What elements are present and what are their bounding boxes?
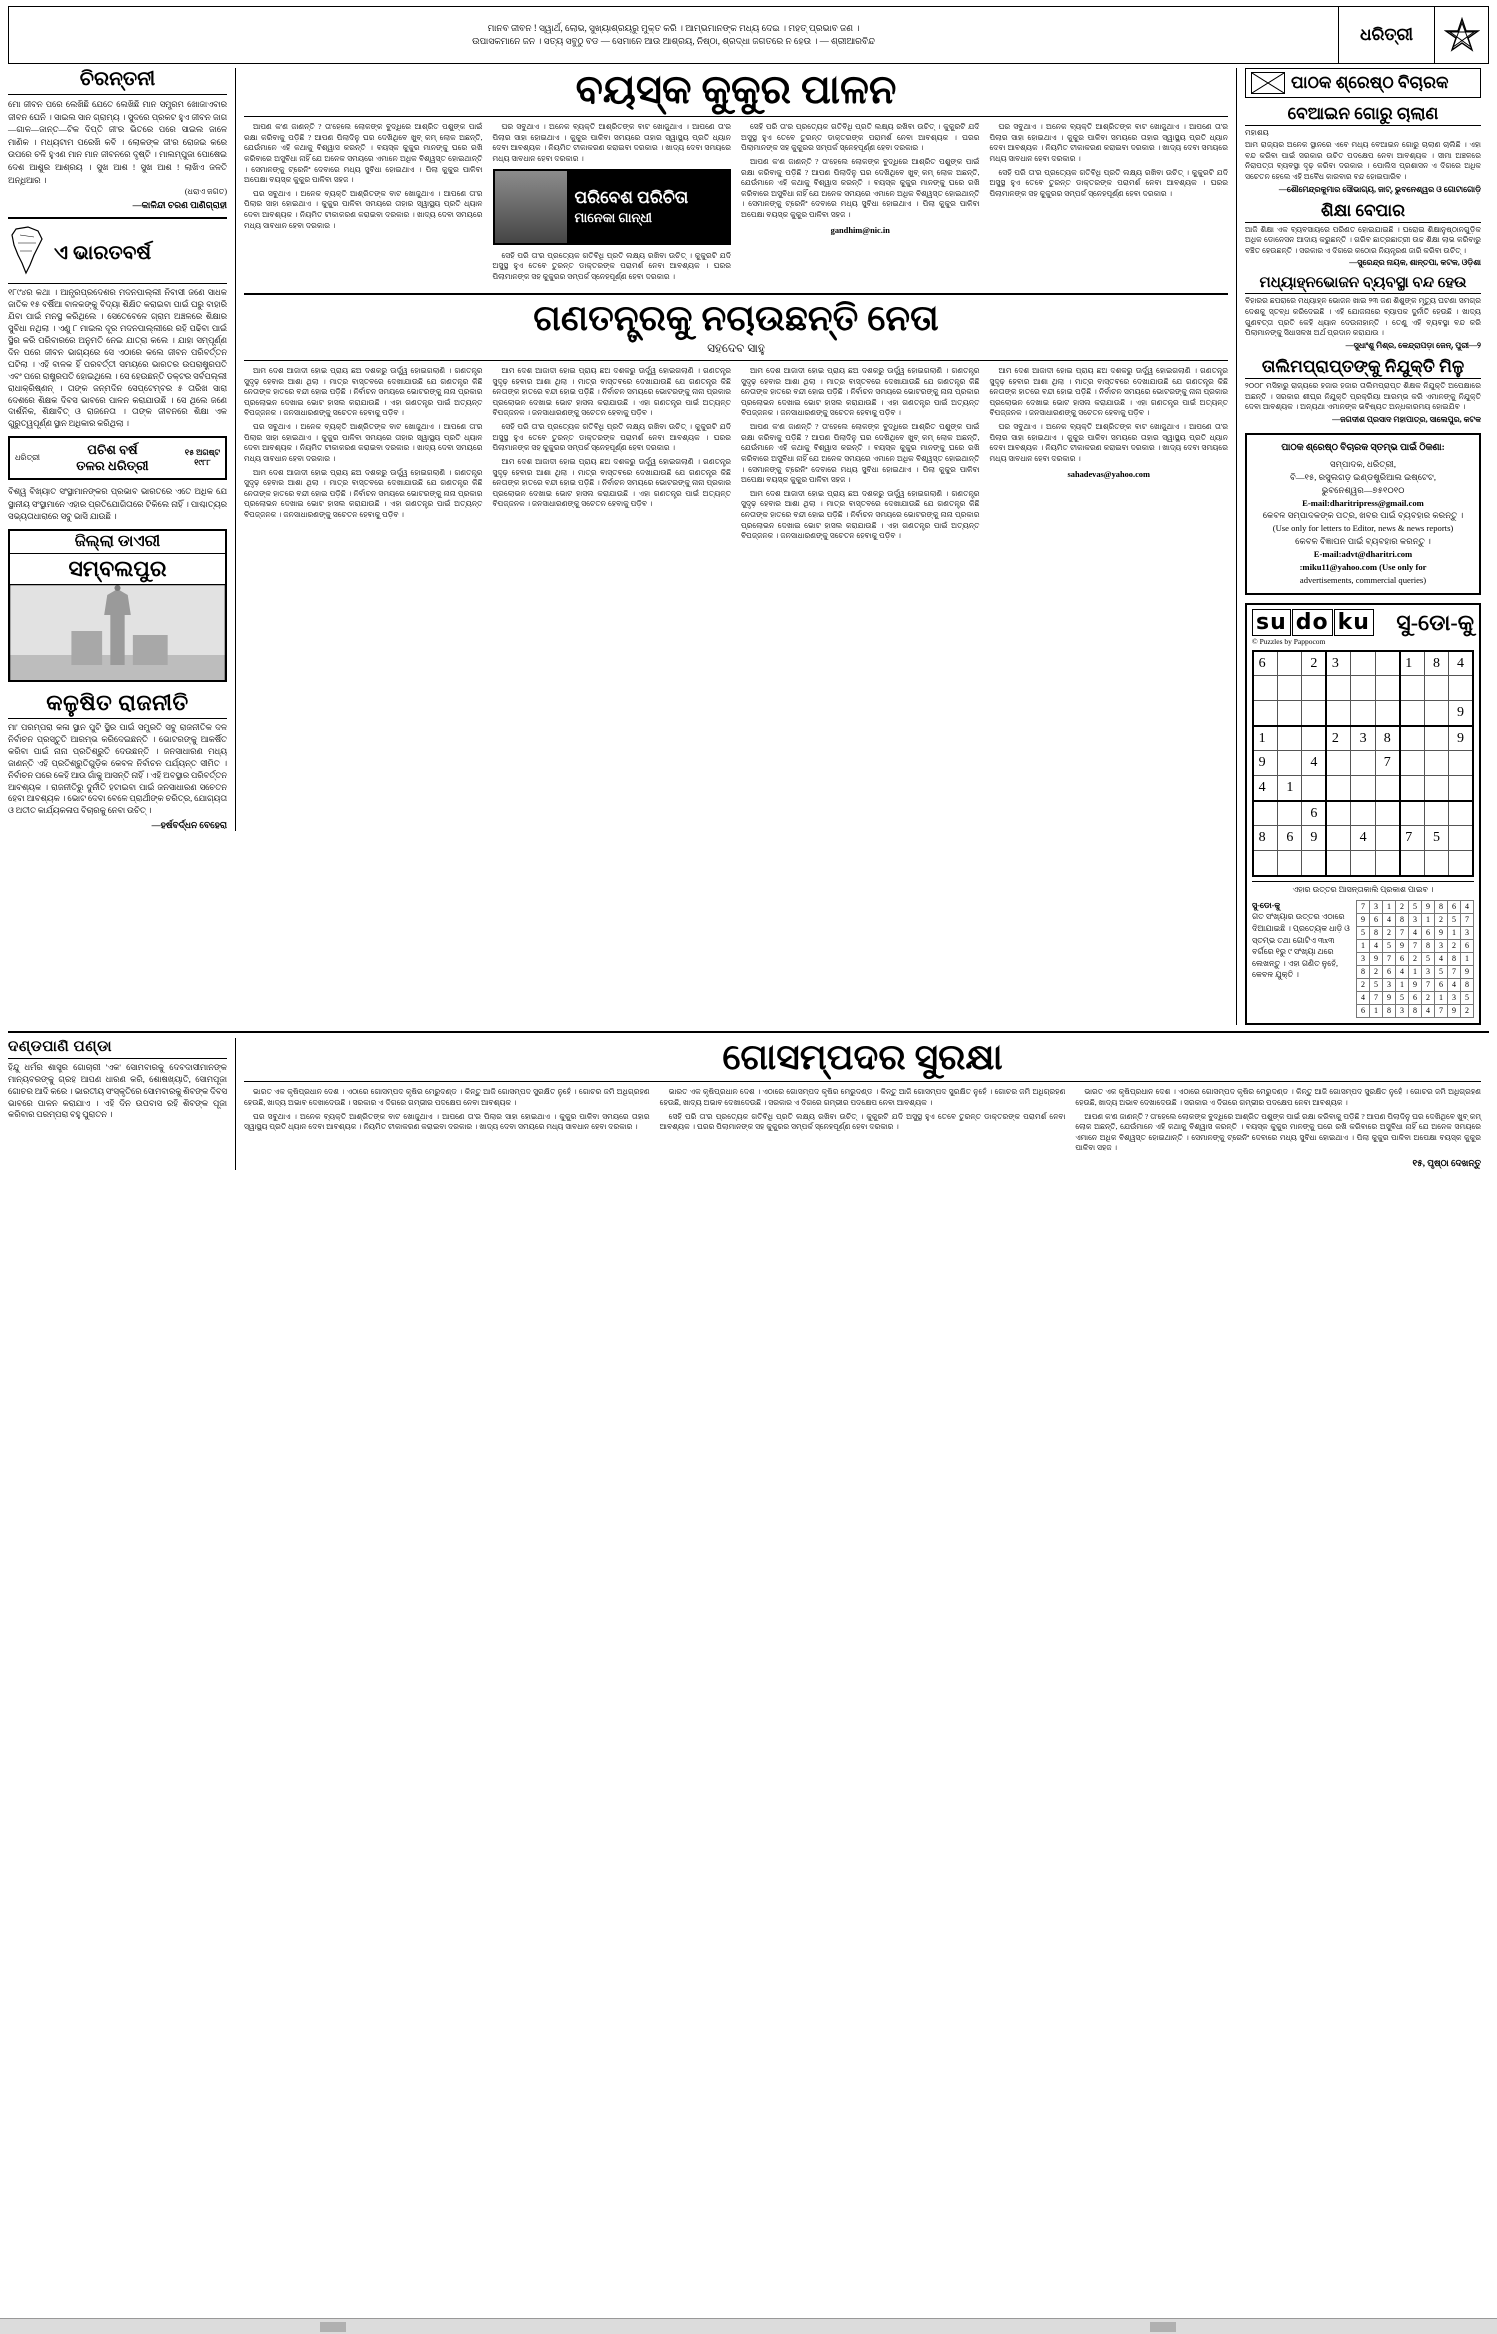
sudoku-answer-cell: 9 (1461, 965, 1474, 978)
jilla-diary-district: ସମ୍ବଲପୁର (68, 555, 167, 581)
sudoku-answer-cell: 8 (1357, 965, 1370, 978)
sudoku-answer-cell: 7 (1383, 952, 1396, 965)
sudoku-cell[interactable] (1326, 801, 1351, 826)
sudoku-cell[interactable] (1253, 676, 1278, 701)
a2-col-4b: ଘର ସବୁଥାଏ । ଅନେକ ବ୍ୟକ୍ତି ଆଶ୍ରିତଙ୍କ ବାଟ ଖୋଜୁଥାଏ । ଆପଣେ ତା'ର ପିଲାର ସାହା ହୋଇଥାଏ । କୁକୁର ପାଳିବା ସମୟରେ ତାହାର ସ୍ୱାସ୍ଥ୍ୟ ପ୍ରତି ଧ୍ୟାନ ଦେବା ଆବଶ୍ୟକ । ନିୟମିତ ଟୀକାକରଣ କରାଇବା ଦରକାର । ଖାଦ୍ୟ ଦେବା ସମୟରେ ମଧ୍ୟ ସାବଧାନ ହେବା ଦରକାର । (989, 422, 1228, 463)
bharat-body: ୧୮୯୪ର କଥା । ଆନ୍ଧ୍ରପ୍ରଦେଶର ମଦନପାଲ୍ଲୀ ନିବାସୀ ଜଣେ ସାଧକ ଜାତିକ ୧୫ ବର୍ଷିଆ ବାଳକଙ୍କୁ ବିଦ୍ୟା ଶିକ୍ଷିତ କରାଇବା ପାଇଁ ଘରୁ ବାହାରି ଯିବା ପାଇଁ ମନସ୍ଥ କରିଥିଲେ । ସେତେବେଳେ ଗ୍ରାମ ଅଞ୍ଚଳରେ ଶିକ୍ଷାର ସୁବିଧା ନଥିଲା । ଏଣୁ ୮ ମାଇଲ ଦୂର ମଦନପାଲ୍ଲୀରେ ରହି ପଢିବା ପାଇଁ ସ୍ଥିର କରି ପରିବାରରେ ଅନୁମତି ନେଇ ଯାତ୍ରା କଲେ । ଯାହା ସମ୍ପୂର୍ଣ୍ଣ ଦିନ ପରେ ଜୀବନ ଭାଗ୍ୟରେ ସେ ଏଠାରେ କଲେ ଜୀବନ ପରିବର୍ତ୍ତନ ଘଟିଲା । ଏହି ବାଳକ ହିଁ ପରବର୍ତ୍ତୀ ସମୟରେ ଭାରତର ଉପରାଷ୍ଟ୍ରପତି ଏବଂ ପରେ ରାଷ୍ଟ୍ରପତି ହୋଇଥିଲେ । ସେ ହେଉଛନ୍ତି ଡକ୍ଟର ସର୍ବପଲ୍ଲୀ ରାଧାକ୍ରିଷ୍ଣନ୍ । ତାଙ୍କ ଜନ୍ମଦିନ ସେପ୍ଟେମ୍ବର ୫ ତାରିଖ ସାରା ଦେଶରେ ଶିକ୍ଷକ ଦିବସ ଭାବରେ ପାଳନ କରାଯାଉଛି । ସେ ଥିଲେ ଜଣେ ଦାର୍ଶନିକ, ଶିକ୍ଷାବିତ୍ ଓ ରାଜନେତା । ତାଙ୍କ ଜୀବନରେ ଶିକ୍ଷା ଏକ ଗୁରୁତ୍ୱପୂର୍ଣ୍ଣ ସ୍ଥାନ ଅଧିକାର କରିଥିଲା । (8, 288, 227, 429)
sudoku-cell[interactable] (1278, 851, 1302, 876)
lead-col-3b: ଆପଣ କ'ଣ ଜାଣନ୍ତି ? ତା'ହେଲେ ଲୋକଙ୍କ ବୁଦ୍ଧିରେ ଆଶ୍ରିତ ପଶୁଙ୍କ ପାଇଁ ରକ୍ଷା କରିବାକୁ ପଡ଼ିଛି ? ଆପଣ ପିଲାଦିନୁ ଘର ଦେଖିଥିବେ ଖୁବ୍ କମ୍ ଲୋକ ଅଛନ୍ତି, ଯେଉଁମାନେ ଏହି କଥାକୁ ବିଶ୍ୱାସ କରନ୍ତି । ବୟସ୍କ କୁକୁର ମାନଙ୍କୁ ଘରେ ରଖି କରିବାରେ ଅସୁବିଧା ନାହିଁ ଯେ ଅନେକ ସମୟରେ ଏମାନେ ଅଧିକ ବିଶ୍ୱସ୍ତ ହୋଇଥାନ୍ତି । ସେମାନଙ୍କୁ ଟ୍ରେନିଂ ଦେବାରେ ମଧ୍ୟ ସୁବିଧା ହୋଇଥାଏ । ପିଲା କୁକୁର ପାଳିବା ଅପେକ୍ଷା ବୟସ୍କ କୁକୁର ପାଳିବା ସହଜ । (741, 156, 980, 219)
letter-title: ବେଆଇନ ଗୋରୁ ଚାଲାଣ (1287, 104, 1439, 123)
article2-byline: ସହଦେବ ସାହୁ (707, 340, 765, 355)
letter-item (1245, 104, 1481, 195)
letter-item (1245, 201, 1481, 269)
contact-email-2[interactable]: E-mail:advt@dharitri.com (1313, 549, 1413, 560)
contact-note-2: କେବଳ ବିଜ୍ଞାପନ ପାଇଁ ବ୍ୟବହାର କରନ୍ତୁ । (1295, 536, 1431, 547)
archive-ad (8, 436, 227, 480)
a3-col-1: ଭାରତ ଏକ କୃଷିପ୍ରଧାନ ଦେଶ । ଏଠାରେ ଗୋସମ୍ପଦ କୃଷିର ମେରୁଦଣ୍ଡ । କିନ୍ତୁ ଆଜି ଗୋସମ୍ପଦ ସୁରକ୍ଷିତ ନୁହେଁ । ଗୋଚର ଜମି ଅଧିଗ୍ରହଣ ହେଉଛି, ଖାଦ୍ୟ ଅଭାବ ଦେଖାଦେଉଛି । ସରକାର ଏ ଦିଗରେ ଗମ୍ଭୀର ପଦକ୍ଷେପ ନେବା ଆବଶ୍ୟକ । (244, 1087, 650, 1107)
sudoku-cell[interactable] (1400, 676, 1425, 701)
sudoku-answer-grid (1356, 900, 1474, 1018)
contact-addr-3: ଭୁବନେଶ୍ୱର—୭୫୧୦୧୦ (1321, 484, 1405, 495)
india-map-icon (8, 225, 48, 281)
sudoku-cell[interactable]: 2 (1302, 651, 1326, 676)
contact-box (1245, 433, 1481, 595)
sudoku-cell[interactable] (1278, 801, 1302, 826)
sudoku-answer-cell: 4 (1409, 926, 1422, 939)
left-column (8, 68, 236, 831)
masthead-strip (8, 6, 1489, 64)
sudoku-answer-cell: 2 (1435, 913, 1448, 926)
sudoku-cell[interactable] (1449, 801, 1473, 826)
sudoku-answer-cell: 6 (1461, 939, 1474, 952)
letter-sign: —ସୁରେନ୍ଦ୍ର ନାୟକ, ଶାନ୍ତପା, କଟକ, ଓଡ଼ିଶା (1349, 258, 1481, 268)
sudoku-answer-cell: 3 (1357, 952, 1370, 965)
scrollbar[interactable] (0, 2318, 1497, 2334)
sudoku-cell[interactable] (1424, 701, 1448, 726)
sudoku-answer-cell: 1 (1461, 952, 1474, 965)
paper-brand: ଧରିତ୍ରୀ (1338, 7, 1434, 63)
sudoku-answer-cell: 4 (1396, 965, 1409, 978)
sudoku-answer-cell: 3 (1448, 991, 1461, 1004)
sudoku-cell[interactable] (1278, 676, 1302, 701)
sudoku-cell[interactable] (1278, 726, 1302, 751)
archive-ad-line1: ପଚିଶ ବର୍ଷ (87, 442, 138, 458)
archive-ad-date2: ୧୯୮୮ (194, 458, 211, 468)
sudoku-cell[interactable] (1400, 701, 1425, 726)
sudoku-answer-cell: 4 (1461, 900, 1474, 913)
jilla-diary-head: ଜିଲ୍ଲା ଡାଏରୀ (10, 531, 225, 554)
sudoku-cell[interactable] (1424, 851, 1448, 876)
poem-body: ମୋ ଜୀବନ ପରେ ଲେଖିଛି ଯେତେ ଲେଖିଛି ମାନ ସମ୍ପ୍ରମ ଖୋଜାଏବାର ଜୀବନ ଘେନି । ସାଇଲ ସାନ ଗ୍ରାମ୍ୟ । ସୁଦରେ ପ୍ରକଟ ହୁଏ ଜୀବନ ଜାଗ—ଗାଳ—ଜାନ୍ତ—ଟିକ ଦିପ୍ତି ଜୀ'ର ଭିତରେ ପରେ ସାଇଲ ଜାଳେ ମାଣିକ । ମଧ୍ୟଟାମ ପରେଖି କବି । ଲୋକଙ୍କ ଜୀ'ର ରୋଜଇ କରେ ଉପରେ ଚଳି ହୁଏଣ ମାନ ମାନ ଜୀବନରେ ଦୃଷ୍ଟି । ମାଲମ୍ପୁଜା ପୋଷେଇ ଦେଶ ଆଶୁର ଆଶ୍ରୟ । ସୁଖ ଆଶ ! ସୁଖ ଆଶ ! ଲାଖିଏ ଜଳତି ଅନ୍ଧିଆର । (8, 100, 227, 185)
middle-column (236, 68, 1236, 545)
sudoku-cell[interactable]: 6 (1278, 826, 1302, 851)
sudoku-cell[interactable] (1375, 776, 1399, 801)
sudoku-answer-cell: 7 (1422, 978, 1435, 991)
maneka-name: ମାନେକା ଗାନ୍ଧୀ (574, 210, 653, 226)
sudoku-answer-cell: 4 (1435, 952, 1448, 965)
slogan-line-1: ମାନବ ଜୀବନ ! ସ୍ୱାର୍ଥ, ଲୋଭ, ସୁଖ୍ୟାଶ୍ରୟରୁ ମୁକ୍ତ କରି । ଆମ୍ଭମାନଙ୍କ ମଧ୍ୟ ଦେଇ । ମହତ୍ ପ୍ରଭାବ ଜଣ । (487, 22, 860, 33)
maneka-column-box (493, 169, 732, 245)
contact-addr-1: ସମ୍ପାଦକ, ଧରିତ୍ରୀ, (1330, 458, 1396, 469)
sudoku-cell[interactable] (1375, 851, 1399, 876)
sudoku-answer-cell: 9 (1435, 926, 1448, 939)
a2-col-2: ଆମ ଦେଶ ଆଜାଦୀ ହୋଇ ପ୍ରାୟ ଛଅ ଦଶକରୁ ଊର୍ଦ୍ଧ୍ୱ ହୋଇଗଲାଣି । ଗଣତନ୍ତ୍ର ସୁଦୃଢ଼ ହେବାର ଆଶା ଥିଲା । ମାତ୍ର ବାସ୍ତବରେ ଦେଖାଯାଉଛି ଯେ ଗଣତନ୍ତ୍ର କିଛି ନେତାଙ୍କ ହାତରେ ବନ୍ଦୀ ହୋଇ ପଡ଼ିଛି । ନିର୍ବାଚନ ସମୟରେ ଭୋଟରଙ୍କୁ ନାନା ପ୍ରକାର ପ୍ରଲୋଭନ ଦେଖାଇ ଭୋଟ ହାସଲ କରାଯାଉଛି । ଏହା ଗଣତନ୍ତ୍ର ପାଇଁ ଅତ୍ୟନ୍ତ ବିପଜ୍ଜନକ । ଜନସାଧାରଣଙ୍କୁ ସଚେତନ ହେବାକୁ ପଡ଼ିବ । (492, 365, 731, 418)
sudoku-cell[interactable]: 8 (1253, 826, 1278, 851)
sudoku-answer-cell: 9 (1396, 939, 1409, 952)
sudoku-cell[interactable] (1375, 826, 1399, 851)
sudoku-cell[interactable] (1449, 776, 1473, 801)
sudoku-cell[interactable] (1424, 726, 1448, 751)
sudoku-cell[interactable] (1449, 676, 1473, 701)
maneka-email: gandhim@nic.in (830, 225, 890, 235)
letter-sign: —ସୁଧାଂଶୁ ମିଶ୍ର, କେନ୍ଦ୍ରାପଡ଼ା ଜେନ୍, ପୁରୀ—୨ (1345, 340, 1481, 350)
a3-col-3b: ଆପଣ କ'ଣ ଜାଣନ୍ତି ? ତା'ହେଲେ ଲୋକଙ୍କ ବୁଦ୍ଧିରେ ଆଶ୍ରିତ ପଶୁଙ୍କ ପାଇଁ ରକ୍ଷା କରିବାକୁ ପଡ଼ିଛି ? ଆପଣ ପିଲାଦିନୁ ଘର ଦେଖିଥିବେ ଖୁବ୍ କମ୍ ଲୋକ ଅଛନ୍ତି, ଯେଉଁମାନେ ଏହି କଥାକୁ ବିଶ୍ୱାସ କରନ୍ତି । ବୟସ୍କ କୁକୁର ମାନଙ୍କୁ ଘରେ ରଖି କରିବାରେ ଅସୁବିଧା ନାହିଁ ଯେ ଅନେକ ସମୟରେ ଏମାନେ ଅଧିକ ବିଶ୍ୱସ୍ତ ହୋଇଥାନ୍ତି । ସେମାନଙ୍କୁ ଟ୍ରେନିଂ ଦେବାରେ ମଧ୍ୟ ସୁବିଧା ହୋଇଥାଏ । ପିଲା କୁକୁର ପାଳିବା ଅପେକ୍ଷା ବୟସ୍କ କୁକୁର ପାଳିବା ସହଜ । (1075, 1111, 1482, 1153)
sudoku-answer-cell: 1 (1383, 900, 1396, 913)
a3-col-3: ଭାରତ ଏକ କୃଷିପ୍ରଧାନ ଦେଶ । ଏଠାରେ ଗୋସମ୍ପଦ କୃଷିର ମେରୁଦଣ୍ଡ । କିନ୍ତୁ ଆଜି ଗୋସମ୍ପଦ ସୁରକ୍ଷିତ ନୁହେଁ । ଗୋଚର ଜମି ଅଧିଗ୍ରହଣ ହେଉଛି, ଖାଦ୍ୟ ଅଭାବ ଦେଖାଦେଉଛି । ସରକାର ଏ ଦିଗରେ ଗମ୍ଭୀର ପଦକ୍ଷେପ ନେବା ଆବଶ୍ୟକ । (1075, 1087, 1482, 1107)
sudoku-cell[interactable]: 4 (1449, 651, 1473, 676)
article3-title: ଗୋସମ୍ପଦର ସୁରକ୍ଷା (722, 1036, 1003, 1077)
sudoku-cell[interactable]: 4 (1253, 776, 1278, 801)
sudoku-cell[interactable]: 9 (1302, 826, 1326, 851)
sudoku-cell[interactable] (1253, 701, 1278, 726)
letter-salutation: ମହାଶୟ (1245, 128, 1269, 137)
sudoku-answer-cell: 5 (1435, 965, 1448, 978)
lead-col-2b: ସେହି ପରି ତା'ର ପ୍ରତ୍ୟେକ ଗତିବିଧି ପ୍ରତି ଲକ୍ଷ୍ୟ ରଖିବା ଉଚିତ୍ । କୁକୁରଟି ଯଦି ଅସୁସ୍ଥ ହୁଏ ତେବେ ତୁରନ୍ତ ଡାକ୍ତରଙ୍କ ପରାମର୍ଶ ନେବା ଆବଶ୍ୟକ । ଘରର ପିଲାମାନଙ୍କ ସହ କୁକୁରର ସମ୍ପର୍କ ସ୍ନେହପୂର୍ଣ୍ଣ ହେବା ଦରକାର । (492, 250, 731, 281)
a2-col-2b: ସେହି ପରି ତା'ର ପ୍ରତ୍ୟେକ ଗତିବିଧି ପ୍ରତି ଲକ୍ଷ୍ୟ ରଖିବା ଉଚିତ୍ । କୁକୁରଟି ଯଦି ଅସୁସ୍ଥ ହୁଏ ତେବେ ତୁରନ୍ତ ଡାକ୍ତରଙ୍କ ପରାମର୍ଶ ନେବା ଆବଶ୍ୟକ । ଘରର ପିଲାମାନଙ୍କ ସହ କୁକୁରର ସମ୍ପର୍କ ସ୍ନେହପୂର୍ଣ୍ଣ ହେବା ଦରକାର । (492, 422, 731, 453)
a2-col-3: ଆମ ଦେଶ ଆଜାଦୀ ହୋଇ ପ୍ରାୟ ଛଅ ଦଶକରୁ ଊର୍ଦ୍ଧ୍ୱ ହୋଇଗଲାଣି । ଗଣତନ୍ତ୍ର ସୁଦୃଢ଼ ହେବାର ଆଶା ଥିଲା । ମାତ୍ର ବାସ୍ତବରେ ଦେଖାଯାଉଛି ଯେ ଗଣତନ୍ତ୍ର କିଛି ନେତାଙ୍କ ହାତରେ ବନ୍ଦୀ ହୋଇ ପଡ଼ିଛି । ନିର୍ବାଚନ ସମୟରେ ଭୋଟରଙ୍କୁ ନାନା ପ୍ରକାର ପ୍ରଲୋଭନ ଦେଖାଇ ଭୋଟ ହାସଲ କରାଯାଉଛି । ଏହା ଗଣତନ୍ତ୍ର ପାଇଁ ଅତ୍ୟନ୍ତ ବିପଜ୍ଜନକ । ଜନସାଧାରଣଙ୍କୁ ସଚେତନ ହେବାକୁ ପଡ଼ିବ । (741, 365, 980, 418)
sudoku-answer-cell: 2 (1383, 926, 1396, 939)
sudoku-cell[interactable]: 9 (1449, 701, 1473, 726)
envelope-icon (1251, 72, 1285, 94)
sudoku-cell[interactable] (1400, 801, 1425, 826)
sudoku-cell[interactable] (1449, 826, 1473, 851)
sudoku-answer-cell: 7 (1409, 939, 1422, 952)
sudoku-answer-cell: 2 (1461, 1004, 1474, 1017)
sudoku-cell[interactable] (1278, 751, 1302, 776)
temple-photo (10, 584, 225, 680)
sudoku-cell[interactable] (1351, 801, 1375, 826)
sudoku-answer-cell: 9 (1370, 952, 1383, 965)
right-column (1236, 68, 1481, 1025)
sudoku-answer-cell: 2 (1448, 939, 1461, 952)
sudoku-answer-cell: 4 (1370, 939, 1383, 952)
article2-body (244, 366, 1228, 545)
sudoku-caption: ଏହାର ଉତ୍ତର ଆସନ୍ତାକାଲି ପ୍ରକାଶ ପାଇବ । (1252, 881, 1474, 895)
sudoku-answer-cell: 3 (1435, 939, 1448, 952)
letter-title: ଶିକ୍ଷା ବେପାର (1320, 200, 1406, 220)
lead-col-1: ଆପଣ କ'ଣ ଜାଣନ୍ତି ? ତା'ହେଲେ ଲୋକଙ୍କ ବୁଦ୍ଧିରେ ଆଶ୍ରିତ ପଶୁଙ୍କ ପାଇଁ ରକ୍ଷା କରିବାକୁ ପଡ଼ିଛି ? ଆପଣ ପିଲାଦିନୁ ଘର ଦେଖିଥିବେ ଖୁବ୍ କମ୍ ଲୋକ ଅଛନ୍ତି, ଯେଉଁମାନେ ଏହି କଥାକୁ ବିଶ୍ୱାସ କରନ୍ତି । ବୟସ୍କ କୁକୁର ମାନଙ୍କୁ ଘରେ ରଖି କରିବାରେ ଅସୁବିଧା ନାହିଁ ଯେ ଅନେକ ସମୟରେ ଏମାନେ ଅଧିକ ବିଶ୍ୱସ୍ତ ହୋଇଥାନ୍ତି । ସେମାନଙ୍କୁ ଟ୍ରେନିଂ ଦେବାରେ ମଧ୍ୟ ସୁବିଧା ହୋଇଥାଏ । ପିଲା କୁକୁର ପାଳିବା ଅପେକ୍ଷା ବୟସ୍କ କୁକୁର ପାଳିବା ସହଜ । (244, 122, 483, 185)
sudoku-cell[interactable] (1253, 801, 1278, 826)
sudoku-cell[interactable] (1302, 676, 1326, 701)
sudoku-cell[interactable] (1424, 676, 1448, 701)
sudoku-answer-note: ଗତ ସଂଖ୍ୟାର ଉତ୍ତର ଏଠାରେ ଦିଆଯାଇଛି । ପ୍ରତ୍ୟେକ ଧାଡ଼ି ଓ ସ୍ତମ୍ଭ ତଥା ଗୋଟିଏ ୩x୩ ବର୍ଗରେ ୧ରୁ ୯ ସଂଖ୍ୟା ଥରେ ଲେଖନ୍ତୁ । ଏହା ଗଣିତ ନୁହେଁ, କେବଳ ଯୁକ୍ତି । (1252, 912, 1350, 980)
sudoku-answer-cell: 4 (1448, 978, 1461, 991)
sudoku-cell[interactable]: 2 (1326, 726, 1351, 751)
sudoku-grid[interactable] (1252, 650, 1474, 877)
sudoku-answer-cell: 9 (1409, 978, 1422, 991)
sudoku-answer-cell: 1 (1370, 1004, 1383, 1017)
masthead-slogan (9, 7, 1338, 63)
sudoku-answer-cell: 9 (1383, 991, 1396, 1004)
sudoku-cell[interactable] (1302, 851, 1326, 876)
letter-title: ମଧ୍ୟାହ୍ନଭୋଜନ ବ୍ୟବସ୍ଥା ବନ୍ଦ ହେଉ (1259, 275, 1467, 292)
sudoku-answer-cell: 9 (1357, 913, 1370, 926)
lead-col-4: ଘର ସବୁଥାଏ । ଅନେକ ବ୍ୟକ୍ତି ଆଶ୍ରିତଙ୍କ ବାଟ ଖୋଜୁଥାଏ । ଆପଣେ ତା'ର ପିଲାର ସାହା ହୋଇଥାଏ । କୁକୁର ପାଳିବା ସମୟରେ ତାହାର ସ୍ୱାସ୍ଥ୍ୟ ପ୍ରତି ଧ୍ୟାନ ଦେବା ଆବଶ୍ୟକ । ନିୟମିତ ଟୀକାକରଣ କରାଇବା ଦରକାର । ଖାଦ୍ୟ ଦେବା ସମୟରେ ମଧ୍ୟ ସାବଧାନ ହେବା ଦରକାର । (989, 122, 1228, 163)
lead-col-2: ଘର ସବୁଥାଏ । ଅନେକ ବ୍ୟକ୍ତି ଆଶ୍ରିତଙ୍କ ବାଟ ଖୋଜୁଥାଏ । ଆପଣେ ତା'ର ପିଲାର ସାହା ହୋଇଥାଏ । କୁକୁର ପାଳିବା ସମୟରେ ତାହାର ସ୍ୱାସ୍ଥ୍ୟ ପ୍ରତି ଧ୍ୟାନ ଦେବା ଆବଶ୍ୟକ । ନିୟମିତ ଟୀକାକରଣ କରାଇବା ଦରକାର । ଖାଦ୍ୟ ଦେବା ସମୟରେ ମଧ୍ୟ ସାବଧାନ ହେବା ଦରକାର । (492, 122, 731, 163)
sudoku-cell[interactable] (1351, 676, 1375, 701)
bottom-left-title: ଦଣ୍ଡପାଣି ପଣ୍ଡା (8, 1038, 113, 1055)
sudoku-answer-cell: 3 (1461, 926, 1474, 939)
sudoku-answer-cell: 5 (1383, 939, 1396, 952)
a2-col-3b: ଆପଣ କ'ଣ ଜାଣନ୍ତି ? ତା'ହେଲେ ଲୋକଙ୍କ ବୁଦ୍ଧିରେ ଆଶ୍ରିତ ପଶୁଙ୍କ ପାଇଁ ରକ୍ଷା କରିବାକୁ ପଡ଼ିଛି ? ଆପଣ ପିଲାଦିନୁ ଘର ଦେଖିଥିବେ ଖୁବ୍ କମ୍ ଲୋକ ଅଛନ୍ତି, ଯେଉଁମାନେ ଏହି କଥାକୁ ବିଶ୍ୱାସ କରନ୍ତି । ବୟସ୍କ କୁକୁର ମାନଙ୍କୁ ଘରେ ରଖି କରିବାରେ ଅସୁବିଧା ନାହିଁ ଯେ ଅନେକ ସମୟରେ ଏମାନେ ଅଧିକ ବିଶ୍ୱସ୍ତ ହୋଇଥାନ୍ତି । ସେମାନଙ୍କୁ ଟ୍ରେନିଂ ଦେବାରେ ମଧ୍ୟ ସୁବିଧା ହୋଇଥାଏ । ପିଲା କୁକୁର ପାଳିବା ଅପେକ୍ଷା ବୟସ୍କ କୁକୁର ପାଳିବା ସହଜ । (741, 422, 980, 485)
bottom-band (8, 1031, 1489, 1170)
sudoku-answer-cell: 8 (1396, 913, 1409, 926)
sudoku-answer-cell: 9 (1448, 1004, 1461, 1017)
sudoku-cell[interactable]: 3 (1351, 726, 1375, 751)
archive-ad-line2: ତଳର ଧରିତ୍ରୀ (76, 458, 149, 474)
sudoku-answer-cell: 2 (1396, 900, 1409, 913)
sudoku-answer-cell: 1 (1409, 965, 1422, 978)
politics-title: କଳୁଷିତ ରାଜନୀତି (46, 689, 189, 715)
sudoku-answer-cell: 5 (1396, 991, 1409, 1004)
sudoku-cell[interactable]: 1 (1400, 651, 1425, 676)
sudoku-cell[interactable] (1375, 676, 1399, 701)
sudoku-cell[interactable] (1375, 651, 1399, 676)
bottom-left-body: ହିନ୍ଦୁ ଧର୍ମର ଶାସ୍ତ୍ର ଗୋଚାରୀ 'ଏକ' ସୋମବାରକୁ ଦେବଦାସୀମାନଙ୍କ ମାନ୍ୟବରଙ୍କୁ ଗ୍ରହ ଆପଣ ଧାରଣ କରି, ଶୋଷଖ୍ୟାତି, ସୋମପୂଜା ଗୋଚର ଆଦି କରେ । ଭାରତୀୟ ସଂସ୍କୃତିରେ ସୋମବାରକୁ ଶିବଙ୍କ ଦିବସ ଭାବରେ ପାଳନ କରାଯାଏ । ଏହି ଦିନ ଉପବାସ ରହି ଶିବଙ୍କ ପୂଜା କରିବାର ପରମ୍ପରା ବହୁ ପୁରାତନ । (8, 1062, 227, 1120)
star-icon (1434, 7, 1488, 63)
sudoku-answer-cell: 7 (1448, 965, 1461, 978)
sudoku-answer-cell: 3 (1409, 913, 1422, 926)
sudoku-cell[interactable] (1302, 776, 1326, 801)
contact-usenote-1: (Use only for letters to Editor, news & news reports) (1272, 523, 1454, 534)
sudoku-answer-cell: 7 (1435, 1004, 1448, 1017)
letter-body: ବିହାରର ଛପରାରେ ମଧ୍ୟାହ୍ନ ଭୋଜନ ଖାଇ ୨୩ ଜଣ ଶିଶୁଙ୍କ ମୃତ୍ୟୁ ଘଟଣା ସମଗ୍ର ଦେଶକୁ ସ୍ତବ୍ଧ କରିଦେଇଛି । ଏହି ଯୋଜନାରେ ବ୍ୟାପକ ଦୁର୍ନୀତି ହେଉଛି । ଖାଦ୍ୟ ଗୁଣବତ୍ତା ପ୍ରତି କେହି ଧ୍ୟାନ ଦେଉନାହାନ୍ତି । ତେଣୁ ଏହି ବ୍ୟବସ୍ଥା ବନ୍ଦ କରି ପିଲାମାନଙ୍କୁ ସିଧାସଳଖ ଅର୍ଥ ପ୍ରଦାନ କରାଯାଉ । (1245, 296, 1481, 338)
sudoku-answer-cell: 8 (1383, 1004, 1396, 1017)
sudoku-answer-cell: 7 (1370, 991, 1383, 1004)
sudoku-cell[interactable] (1351, 776, 1375, 801)
sudoku-answer-cell: 3 (1396, 1004, 1409, 1017)
jilla-diary-box (8, 529, 227, 682)
letter-body: ୨୦୦୮ ମସିହାରୁ ରାଜ୍ୟରେ ହଜାର ହଜାର ତାଲିମପ୍ରାପ୍ତ ଶିକ୍ଷକ ନିଯୁକ୍ତି ଅପେକ୍ଷାରେ ଅଛନ୍ତି । ସରକାର ଶୀଘ୍ର ନିଯୁକ୍ତି ପ୍ରକ୍ରିୟା ଆରମ୍ଭ କରି ଏମାନଙ୍କୁ ନିଯୁକ୍ତି ଦେବା ଆବଶ୍ୟକ । ଅନ୍ୟଥା ଏମାନଙ୍କ ଭବିଷ୍ୟତ ଅନ୍ଧକାରମୟ ହୋଇଯିବ । (1245, 380, 1481, 412)
sudoku-cell[interactable] (1278, 651, 1302, 676)
poem-poet: —କାଳିନ୍ଦୀ ଚରଣ ପାଣିଗ୍ରାହୀ (132, 200, 227, 211)
sudoku-cell[interactable] (1400, 726, 1425, 751)
sudoku-answer-cell: 8 (1422, 939, 1435, 952)
lead-article-title: ବୟସ୍କ କୁକୁର ପାଳନ (575, 67, 897, 112)
sudoku-answer-cell: 6 (1396, 952, 1409, 965)
a2-col-4: ଆମ ଦେଶ ଆଜାଦୀ ହୋଇ ପ୍ରାୟ ଛଅ ଦଶକରୁ ଊର୍ଦ୍ଧ୍ୱ ହୋଇଗଲାଣି । ଗଣତନ୍ତ୍ର ସୁଦୃଢ଼ ହେବାର ଆଶା ଥିଲା । ମାତ୍ର ବାସ୍ତବରେ ଦେଖାଯାଉଛି ଯେ ଗଣତନ୍ତ୍ର କିଛି ନେତାଙ୍କ ହାତରେ ବନ୍ଦୀ ହୋଇ ପଡ଼ିଛି । ନିର୍ବାଚନ ସମୟରେ ଭୋଟରଙ୍କୁ ନାନା ପ୍ରକାର ପ୍ରଲୋଭନ ଦେଖାଇ ଭୋଟ ହାସଲ କରାଯାଉଛି । ଏହା ଗଣତନ୍ତ୍ର ପାଇଁ ଅତ୍ୟନ୍ତ ବିପଜ୍ଜନକ । ଜନସାଧାରଣଙ୍କୁ ସଚେତନ ହେବାକୁ ପଡ଼ିବ । (989, 365, 1228, 418)
sudoku-answer-cell: 8 (1409, 1004, 1422, 1017)
a2-col-3c: ଆମ ଦେଶ ଆଜାଦୀ ହୋଇ ପ୍ରାୟ ଛଅ ଦଶକରୁ ଊର୍ଦ୍ଧ୍ୱ ହୋଇଗଲାଣି । ଗଣତନ୍ତ୍ର ସୁଦୃଢ଼ ହେବାର ଆଶା ଥିଲା । ମାତ୍ର ବାସ୍ତବରେ ଦେଖାଯାଉଛି ଯେ ଗଣତନ୍ତ୍ର କିଛି ନେତାଙ୍କ ହାତରେ ବନ୍ଦୀ ହୋଇ ପଡ଼ିଛି । ନିର୍ବାଚନ ସମୟରେ ଭୋଟରଙ୍କୁ ନାନା ପ୍ରକାର ପ୍ରଲୋଭନ ଦେଖାଇ ଭୋଟ ହାସଲ କରାଯାଉଛି । ଏହା ଗଣତନ୍ତ୍ର ପାଇଁ ଅତ୍ୟନ୍ତ ବିପଜ୍ଜନକ । ଜନସାଧାରଣଙ୍କୁ ସଚେତନ ହେବାକୁ ପଡ଼ିବ । (741, 488, 980, 541)
sudoku-answer-cell: 5 (1461, 991, 1474, 1004)
maneka-column-title: ପରିବେଶ ପରିଚିତା (574, 187, 689, 207)
sudoku-cell[interactable]: 6 (1302, 801, 1326, 826)
archive-ad-brand: ଧରିତ୍ରୀ (15, 453, 40, 463)
poem-title: ଚିରନ୍ତନୀ (79, 68, 156, 90)
bottom-middle (236, 1038, 1489, 1170)
sudoku-cell[interactable] (1375, 701, 1399, 726)
sudoku-answer-cell: 6 (1370, 913, 1383, 926)
letter-title: ତାଲିମପ୍ରାପ୍ତଙ୍କୁ ନିଯୁକ୍ତି ମିଳୁ (1261, 356, 1465, 376)
letter-sign: —ଜଗଦୀଶ ପ୍ରସାଦ ମହାପାତ୍ର, ସାଲେପୁର, କଟକ (1332, 414, 1481, 424)
sudoku-answer-cell: 8 (1448, 952, 1461, 965)
contact-addr-2: ବି—୧୫, ରସୁଲଗଡ଼ ଇଣ୍ଡଷ୍ଟ୍ରିଆଲ ଇଷ୍ଟେଟ, (1290, 471, 1436, 482)
sudoku-answer-cell: 2 (1409, 952, 1422, 965)
sudoku-cell[interactable]: 7 (1375, 751, 1399, 776)
sudoku-cell[interactable] (1326, 701, 1351, 726)
sudoku-cell[interactable] (1424, 776, 1448, 801)
politics-author: —ହର୍ଷବର୍ଦ୍ଧନ ବେହେରା (151, 820, 227, 831)
sudoku-widget (1245, 603, 1481, 1025)
sudoku-cell[interactable] (1253, 851, 1278, 876)
contact-email-3[interactable]: :miku11@yahoo.com (Use only for (1299, 561, 1427, 572)
sudoku-answer-cell: 6 (1422, 926, 1435, 939)
archive-ad-text: ବିଶ୍ୱ ବିଖ୍ୟାତ ସଂସ୍ଥାମାନଙ୍କର ପ୍ରଭାବ ଭାରତରେ ଏତେ ଅଧିକ ଯେ ସ୍ଥାନୀୟ ସଂସ୍ଥାମାନେ ଏହାର ପ୍ରତିଯୋଗିତାରେ ଟିକିଲେ ନାହିଁ । ପାଶ୍ଚାତ୍ୟର ସଭ୍ୟତାଧାରାରେ ସବୁ ଭାସି ଯାଉଛି । (8, 487, 227, 521)
sudoku-cell[interactable] (1375, 801, 1399, 826)
sudoku-answer-cell: 5 (1448, 913, 1461, 926)
sudoku-cell[interactable]: 8 (1424, 651, 1448, 676)
sudoku-answer-cell: 2 (1370, 965, 1383, 978)
sudoku-answer-cell: 5 (1370, 978, 1383, 991)
sudoku-answer-cell: 3 (1422, 965, 1435, 978)
sudoku-answer-cell: 5 (1422, 952, 1435, 965)
sudoku-cell[interactable] (1400, 776, 1425, 801)
sudoku-cell[interactable]: 4 (1351, 826, 1375, 851)
sudoku-cell[interactable] (1326, 676, 1351, 701)
sudoku-answer-cell: 8 (1461, 978, 1474, 991)
poem-tag: (ଧରାଏ ଜଗତ) (184, 187, 227, 197)
sudoku-answer-cell: 1 (1357, 939, 1370, 952)
sudoku-cell[interactable] (1424, 801, 1448, 826)
sudoku-cell[interactable] (1449, 751, 1473, 776)
lead-col-1b: ଘର ସବୁଥାଏ । ଅନେକ ବ୍ୟକ୍ତି ଆଶ୍ରିତଙ୍କ ବାଟ ଖୋଜୁଥାଏ । ଆପଣେ ତା'ର ପିଲାର ସାହା ହୋଇଥାଏ । କୁକୁର ପାଳିବା ସମୟରେ ତାହାର ସ୍ୱାସ୍ଥ୍ୟ ପ୍ରତି ଧ୍ୟାନ ଦେବା ଆବଶ୍ୟକ । ନିୟମିତ ଟୀକାକରଣ କରାଇବା ଦରକାର । ଖାଦ୍ୟ ଦେବା ସମୟରେ ମଧ୍ୟ ସାବଧାନ ହେବା ଦରକାର । (244, 188, 483, 230)
sudoku-cell[interactable]: 8 (1375, 726, 1399, 751)
sudoku-answer-cell: 6 (1409, 991, 1422, 1004)
sudoku-cell[interactable] (1424, 751, 1448, 776)
bharat-title: ଏ ଭାରତବର୍ଷ (54, 241, 152, 264)
lead-article-body (244, 122, 1228, 285)
sudoku-cell[interactable] (1302, 701, 1326, 726)
politics-body: ମା' ପରମ୍ପରା କଳା ସ୍ଥାନ ପୁଟି ସ୍ଥିର ପାଇଁ ସମ୍ପ୍ରତି ସବୁ ରାଜନୀତିକ ଦଳ ନିର୍ବାଚନ ପ୍ରସ୍ତୁତି ଆରମ୍ଭ କରିଦେଇଛନ୍ତି । ଭୋଟରଙ୍କୁ ଆକର୍ଷିତ କରିବା ପାଇଁ ନାନା ପ୍ରତିଶ୍ରୁତି ଦେଉଛନ୍ତି । ଜନସାଧାରଣ ମଧ୍ୟ ଜାଣନ୍ତି ଏହି ପ୍ରତିଶ୍ରୁତିଗୁଡ଼ିକ କେବଳ ନିର୍ବାଚନ ପର୍ଯ୍ୟନ୍ତ ସୀମିତ । ନିର୍ବାଚନ ପରେ କେହି ଆଉ ଗାଁକୁ ଆସନ୍ତି ନାହିଁ । ଏହି ଅବସ୍ଥାର ପରିବର୍ତ୍ତନ ଆବଶ୍ୟକ । ରାଜନୀତିରୁ ଦୁର୍ନୀତି ହଟାଇବା ପାଇଁ ଜନସାଧାରଣ ସଚେତନ ହେବା ଆବଶ୍ୟକ । ଭୋଟ ଦେବା ବେଳେ ପ୍ରାର୍ଥୀଙ୍କ ଚରିତ୍ର, ଯୋଗ୍ୟତା ଓ ଅତୀତ କାର୍ଯ୍ୟକଳାପ ବିଚାରକୁ ନେବା ଉଚିତ୍ । (8, 722, 227, 816)
a2-col-1c: ଆମ ଦେଶ ଆଜାଦୀ ହୋଇ ପ୍ରାୟ ଛଅ ଦଶକରୁ ଊର୍ଦ୍ଧ୍ୱ ହୋଇଗଲାଣି । ଗଣତନ୍ତ୍ର ସୁଦୃଢ଼ ହେବାର ଆଶା ଥିଲା । ମାତ୍ର ବାସ୍ତବରେ ଦେଖାଯାଉଛି ଯେ ଗଣତନ୍ତ୍ର କିଛି ନେତାଙ୍କ ହାତରେ ବନ୍ଦୀ ହୋଇ ପଡ଼ିଛି । ନିର୍ବାଚନ ସମୟରେ ଭୋଟରଙ୍କୁ ନାନା ପ୍ରକାର ପ୍ରଲୋଭନ ଦେଖାଇ ଭୋଟ ହାସଲ କରାଯାଉଛି । ଏହା ଗଣତନ୍ତ୍ର ପାଇଁ ଅତ୍ୟନ୍ତ ବିପଜ୍ଜନକ । ଜନସାଧାରଣଙ୍କୁ ସଚେତନ ହେବାକୁ ପଡ଼ିବ । (244, 467, 483, 520)
sudoku-cell[interactable] (1351, 651, 1375, 676)
bottom-left (8, 1038, 236, 1170)
lead-col-3: ସେହି ପରି ତା'ର ପ୍ରତ୍ୟେକ ଗତିବିଧି ପ୍ରତି ଲକ୍ଷ୍ୟ ରଖିବା ଉଚିତ୍ । କୁକୁରଟି ଯଦି ଅସୁସ୍ଥ ହୁଏ ତେବେ ତୁରନ୍ତ ଡାକ୍ତରଙ୍କ ପରାମର୍ଶ ନେବା ଆବଶ୍ୟକ । ଘରର ପିଲାମାନଙ୍କ ସହ କୁକୁରର ସମ୍ପର୍କ ସ୍ନେହପୂର୍ଣ୍ଣ ହେବା ଦରକାର । (741, 122, 980, 153)
sudoku-cell[interactable] (1351, 851, 1375, 876)
a3-col-1b: ଘର ସବୁଥାଏ । ଅନେକ ବ୍ୟକ୍ତି ଆଶ୍ରିତଙ୍କ ବାଟ ଖୋଜୁଥାଏ । ଆପଣେ ତା'ର ପିଲାର ସାହା ହୋଇଥାଏ । କୁକୁର ପାଳିବା ସମୟରେ ତାହାର ସ୍ୱାସ୍ଥ୍ୟ ପ୍ରତି ଧ୍ୟାନ ଦେବା ଆବଶ୍ୟକ । ନିୟମିତ ଟୀକାକରଣ କରାଇବା ଦରକାର । ଖାଦ୍ୟ ଦେବା ସମୟରେ ମଧ୍ୟ ସାବଧାନ ହେବା ଦରକାର । (244, 1111, 650, 1132)
letter-body: ଆମ ରାଜ୍ୟର ଅନେକ ସ୍ଥାନରେ ଏବେ ମଧ୍ୟ ବେଆଇନ ଗୋରୁ ଚାଲାଣ ଚାଲିଛି । ଏହା ବନ୍ଦ କରିବା ପାଇଁ ସରକାର ଉଚିତ ପଦକ୍ଷେପ ନେବା ଆବଶ୍ୟକ । ସୀମା ଅଞ୍ଚଳରେ ନିରାପତ୍ତା ବ୍ୟବସ୍ଥା ଦୃଢ଼ କରିବା ଦରକାର । ପୋଲିସ ପ୍ରଶାସନ ଏ ଦିଗରେ ଅଧିକ ସଚେତନ ହେଲେ ଏହି ଅବୈଧ କାରବାର ବନ୍ଦ ହୋଇପାରିବ । (1245, 140, 1481, 181)
sudoku-answer-cell: 6 (1448, 900, 1461, 913)
sudoku-answer-title: ସୁ-ଡୋ-କୁ (1252, 900, 1281, 910)
sudoku-cell[interactable] (1278, 701, 1302, 726)
sudoku-cell[interactable] (1302, 726, 1326, 751)
sudoku-answer-cell: 4 (1383, 913, 1396, 926)
sudoku-cell[interactable] (1326, 776, 1351, 801)
contact-usenote-2: advertisements, commercial queries) (1299, 574, 1427, 585)
slogan-line-2: ଉପାସକମାନେ ଜନ । ସତ୍ୟ ସବୁଠୁ ବଡ — ସେମାନେ ଆଉ ଆଶ୍ରୟ, ନିଷ୍ଠା, ଶ୍ରଦ୍ଧା ଜଗତରେ ନ ହେଉ । — ଶ୍ରୀଆରବିନ୍ଦ (472, 36, 875, 46)
sudoku-answer-cell: 3 (1383, 978, 1396, 991)
sudoku-logo: su do ku (1252, 610, 1375, 635)
sudoku-answer-cell: 6 (1435, 978, 1448, 991)
sudoku-cell[interactable]: 9 (1253, 751, 1278, 776)
sudoku-cell[interactable]: 1 (1253, 726, 1278, 751)
sudoku-cell[interactable]: 3 (1326, 651, 1351, 676)
lead-col-4b: ସେହି ପରି ତା'ର ପ୍ରତ୍ୟେକ ଗତିବିଧି ପ୍ରତି ଲକ୍ଷ୍ୟ ରଖିବା ଉଚିତ୍ । କୁକୁରଟି ଯଦି ଅସୁସ୍ଥ ହୁଏ ତେବେ ତୁରନ୍ତ ଡାକ୍ତରଙ୍କ ପରାମର୍ଶ ନେବା ଆବଶ୍ୟକ । ଘରର ପିଲାମାନଙ୍କ ସହ କୁକୁରର ସମ୍ପର୍କ ସ୍ନେହପୂର୍ଣ୍ଣ ହେବା ଦରକାର । (989, 167, 1228, 198)
article2-title: ଗଣତନ୍ତ୍ରକୁ ନଚାଉଛନ୍ତି ନେତା (533, 298, 939, 339)
sudoku-answer-cell: 7 (1461, 913, 1474, 926)
archive-ad-date1: ୧୫ ଅଗଷ୍ଟ (184, 448, 220, 458)
sudoku-answer-cell: 5 (1409, 900, 1422, 913)
letter-sign: —ଶୌମେନ୍ଦ୍ରକୁମାର ସୌଭାଗ୍ୟ, ଜାଟ୍, ଭୁବନେଶ୍ୱର ଓ ଗୋଟାଗୋଡ଼ି (1278, 184, 1481, 194)
a2-col-1b: ଘର ସବୁଥାଏ । ଅନେକ ବ୍ୟକ୍ତି ଆଶ୍ରିତଙ୍କ ବାଟ ଖୋଜୁଥାଏ । ଆପଣେ ତା'ର ପିଲାର ସାହା ହୋଇଥାଏ । କୁକୁର ପାଳିବା ସମୟରେ ତାହାର ସ୍ୱାସ୍ଥ୍ୟ ପ୍ରତି ଧ୍ୟାନ ଦେବା ଆବଶ୍ୟକ । ନିୟମିତ ଟୀକାକରଣ କରାଇବା ଦରକାର । ଖାଦ୍ୟ ଦେବା ସମୟରେ ମଧ୍ୟ ସାବଧାନ ହେବା ଦରକାର । (244, 422, 483, 463)
sudoku-cell[interactable]: 7 (1400, 826, 1425, 851)
a3-col-2: ଭାରତ ଏକ କୃଷିପ୍ରଧାନ ଦେଶ । ଏଠାରେ ଗୋସମ୍ପଦ କୃଷିର ମେରୁଦଣ୍ଡ । କିନ୍ତୁ ଆଜି ଗୋସମ୍ପଦ ସୁରକ୍ଷିତ ନୁହେଁ । ଗୋଚର ଜମି ଅଧିଗ୍ରହଣ ହେଉଛି, ଖାଦ୍ୟ ଅଭାବ ଦେଖାଦେଉଛି । ସରକାର ଏ ଦିଗରେ ଗମ୍ଭୀର ପଦକ୍ଷେପ ନେବା ଆବଶ୍ୟକ । (659, 1087, 1066, 1107)
sudoku-cell[interactable]: 6 (1253, 651, 1278, 676)
sudoku-cell[interactable] (1351, 751, 1375, 776)
bharat-section-header (8, 225, 227, 281)
sudoku-cell[interactable] (1326, 826, 1351, 851)
sudoku-answer-cell: 4 (1357, 991, 1370, 1004)
sudoku-cell[interactable] (1400, 851, 1425, 876)
sudoku-cell[interactable] (1351, 701, 1375, 726)
reader-column-title: ପାଠକ ଶ୍ରେଷ୍ଠ ବିଚାରକ (1291, 73, 1449, 92)
sudoku-answer-cell: 7 (1396, 926, 1409, 939)
sudoku-answer-cell: 1 (1422, 913, 1435, 926)
contact-head: ପାଠକ ଶ୍ରେଷ୍ଠ ବିଚାରକ ସ୍ତମ୍ଭ ପାଇଁ ଠିକଣା: (1281, 442, 1445, 453)
sudoku-answer-cell: 8 (1435, 900, 1448, 913)
maneka-photo (495, 171, 567, 243)
sudoku-answer-cell: 4 (1422, 1004, 1435, 1017)
sudoku-cell[interactable]: 5 (1424, 826, 1448, 851)
sudoku-title-od: ସୁ-ଡୋ-କୁ (1396, 609, 1474, 635)
sudoku-byline: © Puzzles by Pappocom (1252, 636, 1326, 646)
sudoku-answer-cell: 5 (1357, 926, 1370, 939)
sudoku-answer-cell: 6 (1357, 1004, 1370, 1017)
sudoku-cell[interactable] (1400, 751, 1425, 776)
a2-col-1: ଆମ ଦେଶ ଆଜାଦୀ ହୋଇ ପ୍ରାୟ ଛଅ ଦଶକରୁ ଊର୍ଦ୍ଧ୍ୱ ହୋଇଗଲାଣି । ଗଣତନ୍ତ୍ର ସୁଦୃଢ଼ ହେବାର ଆଶା ଥିଲା । ମାତ୍ର ବାସ୍ତବରେ ଦେଖାଯାଉଛି ଯେ ଗଣତନ୍ତ୍ର କିଛି ନେତାଙ୍କ ହାତରେ ବନ୍ଦୀ ହୋଇ ପଡ଼ିଛି । ନିର୍ବାଚନ ସମୟରେ ଭୋଟରଙ୍କୁ ନାନା ପ୍ରକାର ପ୍ରଲୋଭନ ଦେଖାଇ ଭୋଟ ହାସଲ କରାଯାଉଛି । ଏହା ଗଣତନ୍ତ୍ର ପାଇଁ ଅତ୍ୟନ୍ତ ବିପଜ୍ଜନକ । ଜନସାଧାରଣଙ୍କୁ ସଚେତନ ହେବାକୁ ପଡ଼ିବ । (244, 365, 483, 418)
a3-col-2b: ସେହି ପରି ତା'ର ପ୍ରତ୍ୟେକ ଗତିବିଧି ପ୍ରତି ଲକ୍ଷ୍ୟ ରଖିବା ଉଚିତ୍ । କୁକୁରଟି ଯଦି ଅସୁସ୍ଥ ହୁଏ ତେବେ ତୁରନ୍ତ ଡାକ୍ତରଙ୍କ ପରାମର୍ଶ ନେବା ଆବଶ୍ୟକ । ଘରର ପିଲାମାନଙ୍କ ସହ କୁକୁରର ସମ୍ପର୍କ ସ୍ନେହପୂର୍ଣ୍ଣ ହେବା ଦରକାର । (659, 1111, 1066, 1132)
sudoku-cell[interactable] (1449, 851, 1473, 876)
sudoku-cell[interactable]: 1 (1278, 776, 1302, 801)
article2-email: sahadevas@yahoo.com (1067, 469, 1150, 479)
sudoku-answer-cell: 2 (1422, 991, 1435, 1004)
sudoku-answer-cell: 1 (1396, 978, 1409, 991)
sudoku-cell[interactable]: 9 (1449, 726, 1473, 751)
letter-item (1245, 357, 1481, 425)
letter-body: ଆଜି ଶିକ୍ଷା ଏକ ବ୍ୟବସାୟରେ ପରିଣତ ହୋଇଯାଇଛି । ଘରୋଇ ଶିକ୍ଷାନୁଷ୍ଠାନଗୁଡ଼ିକ ଅଧିକ ଡୋନେସନ ଆଦାୟ କରୁଛନ୍ତି । ଗରିବ ଛାତ୍ରଛାତ୍ରୀ ଉଚ୍ଚ ଶିକ୍ଷା ଲାଭ କରିବାରୁ ବଞ୍ଚିତ ହେଉଛନ୍ତି । ସରକାର ଏ ଦିଗରେ କଠୋର ନିୟନ୍ତ୍ରଣ ଜାରି କରିବା ଉଚିତ୍ । (1245, 224, 1481, 255)
sudoku-answer-cell: 6 (1383, 965, 1396, 978)
sudoku-answer-cell: 1 (1448, 926, 1461, 939)
contact-email-1[interactable]: E-mail:dharitripress@gmail.com (1302, 497, 1424, 508)
sudoku-cell[interactable] (1326, 851, 1351, 876)
contact-note-1: କେବଳ ସମ୍ପାଦକଙ୍କ ପତ୍ର, ଖବର ପାଇଁ ବ୍ୟବହାର କରନ୍ତୁ । (1262, 510, 1464, 521)
sudoku-answer-cell: 2 (1357, 978, 1370, 991)
sudoku-cell[interactable] (1326, 751, 1351, 776)
main-grid (8, 68, 1489, 1025)
sudoku-answer-cell: 7 (1357, 900, 1370, 913)
sudoku-answer-cell: 9 (1422, 900, 1435, 913)
a2-col-2c: ଆମ ଦେଶ ଆଜାଦୀ ହୋଇ ପ୍ରାୟ ଛଅ ଦଶକରୁ ଊର୍ଦ୍ଧ୍ୱ ହୋଇଗଲାଣି । ଗଣତନ୍ତ୍ର ସୁଦୃଢ଼ ହେବାର ଆଶା ଥିଲା । ମାତ୍ର ବାସ୍ତବରେ ଦେଖାଯାଉଛି ଯେ ଗଣତନ୍ତ୍ର କିଛି ନେତାଙ୍କ ହାତରେ ବନ୍ଦୀ ହୋଇ ପଡ଼ିଛି । ନିର୍ବାଚନ ସମୟରେ ଭୋଟରଙ୍କୁ ନାନା ପ୍ରକାର ପ୍ରଲୋଭନ ଦେଖାଇ ଭୋଟ ହାସଲ କରାଯାଉଛି । ଏହା ଗଣତନ୍ତ୍ର ପାଇଁ ଅତ୍ୟନ୍ତ ବିପଜ୍ଜନକ । ଜନସାଧାରଣଙ୍କୁ ସଚେତନ ହେବାକୁ ପଡ଼ିବ । (492, 456, 731, 509)
sudoku-cell[interactable]: 4 (1302, 751, 1326, 776)
letter-item (1245, 274, 1481, 351)
sudoku-answer-cell: 1 (1435, 991, 1448, 1004)
poem-widget (8, 68, 227, 211)
reader-column-header (1245, 68, 1481, 98)
sudoku-answer-cell: 3 (1370, 900, 1383, 913)
article3-page-ref: ୧୫, ପୃଷ୍ଠା ଦେଖନ୍ତୁ (1412, 1158, 1482, 1169)
sudoku-answer-cell: 8 (1370, 926, 1383, 939)
